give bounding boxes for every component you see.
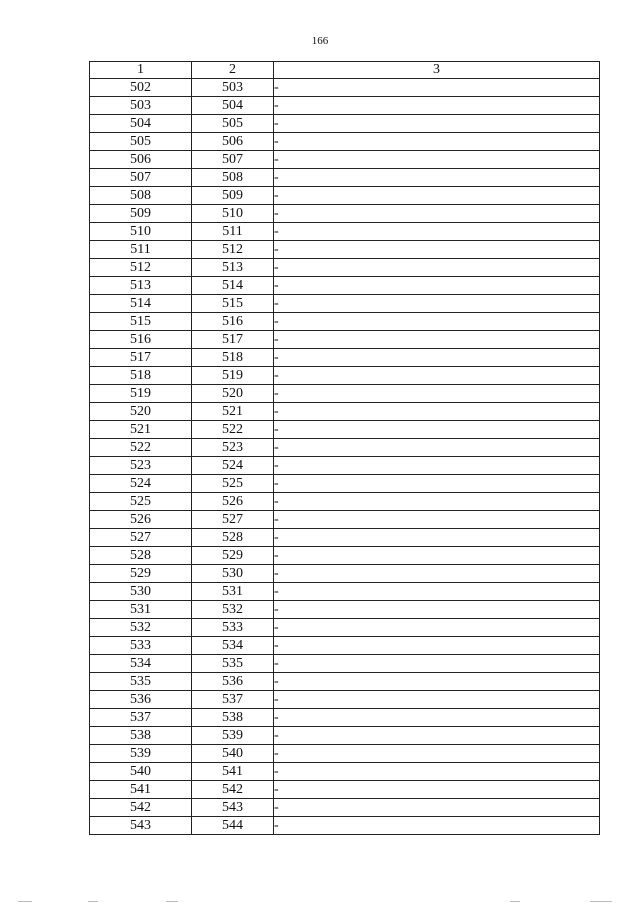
cell-col-2: 541	[192, 763, 274, 781]
cell-col-1: 509	[90, 205, 192, 223]
cell-col-1: 532	[90, 619, 192, 637]
cell-col-3: -	[274, 313, 600, 331]
table-row	[90, 97, 600, 115]
table-header-row	[90, 62, 600, 79]
table-body	[90, 79, 600, 835]
cell-col-3: -	[274, 529, 600, 547]
cell-col-3: -	[274, 511, 600, 529]
cell-col-1: 510	[90, 223, 192, 241]
cell-col-1: 539	[90, 745, 192, 763]
cell-col-1: 524	[90, 475, 192, 493]
table-row	[90, 133, 600, 151]
cell-col-3: -	[274, 637, 600, 655]
cell-col-2: 530	[192, 565, 274, 583]
cell-col-3: -	[274, 817, 600, 835]
cell-col-3: -	[274, 421, 600, 439]
cell-col-1: 536	[90, 691, 192, 709]
cell-col-1: 515	[90, 313, 192, 331]
cell-col-2: 537	[192, 691, 274, 709]
cell-col-1: 535	[90, 673, 192, 691]
cell-col-3: -	[274, 655, 600, 673]
cell-col-1: 512	[90, 259, 192, 277]
cell-col-1: 542	[90, 799, 192, 817]
cell-col-3: -	[274, 241, 600, 259]
cell-col-1: 523	[90, 457, 192, 475]
table-row	[90, 799, 600, 817]
table-row	[90, 583, 600, 601]
table-row	[90, 313, 600, 331]
cell-col-2: 504	[192, 97, 274, 115]
cell-col-1: 504	[90, 115, 192, 133]
table-row	[90, 421, 600, 439]
cell-col-2: 533	[192, 619, 274, 637]
table-row	[90, 637, 600, 655]
cell-col-1: 508	[90, 187, 192, 205]
table-row	[90, 169, 600, 187]
cell-col-3: -	[274, 547, 600, 565]
cell-col-3: -	[274, 475, 600, 493]
cell-col-2: 529	[192, 547, 274, 565]
cell-col-3: -	[274, 169, 600, 187]
cell-col-2: 534	[192, 637, 274, 655]
table-row	[90, 241, 600, 259]
cell-col-1: 525	[90, 493, 192, 511]
cell-col-3: -	[274, 439, 600, 457]
cell-col-3: -	[274, 79, 600, 97]
table-row	[90, 493, 600, 511]
cell-col-3: -	[274, 133, 600, 151]
cell-col-2: 532	[192, 601, 274, 619]
cell-col-2: 505	[192, 115, 274, 133]
cell-col-3: -	[274, 223, 600, 241]
cell-col-3: -	[274, 331, 600, 349]
table-row	[90, 349, 600, 367]
cell-col-3: -	[274, 367, 600, 385]
table-row	[90, 151, 600, 169]
cell-col-2: 513	[192, 259, 274, 277]
cell-col-2: 524	[192, 457, 274, 475]
cell-col-1: 529	[90, 565, 192, 583]
cell-col-2: 535	[192, 655, 274, 673]
cell-col-3: -	[274, 565, 600, 583]
table-row	[90, 547, 600, 565]
table-row	[90, 331, 600, 349]
cell-col-1: 520	[90, 403, 192, 421]
table-row	[90, 403, 600, 421]
cell-col-1: 506	[90, 151, 192, 169]
page-number: 166	[311, 35, 329, 47]
cell-col-3: -	[274, 349, 600, 367]
cell-col-1: 530	[90, 583, 192, 601]
cell-col-3: -	[274, 115, 600, 133]
table-row	[90, 115, 600, 133]
cell-col-1: 511	[90, 241, 192, 259]
cell-col-2: 511	[192, 223, 274, 241]
table-row	[90, 79, 600, 97]
table-row	[90, 673, 600, 691]
cell-col-2: 525	[192, 475, 274, 493]
cell-col-2: 517	[192, 331, 274, 349]
cell-col-1: 507	[90, 169, 192, 187]
table-row	[90, 187, 600, 205]
table-row	[90, 511, 600, 529]
table-row	[90, 727, 600, 745]
cell-col-2: 516	[192, 313, 274, 331]
cell-col-2: 520	[192, 385, 274, 403]
cell-col-1: 505	[90, 133, 192, 151]
cell-col-1: 516	[90, 331, 192, 349]
cell-col-1: 521	[90, 421, 192, 439]
table-row	[90, 709, 600, 727]
data-table	[89, 61, 600, 835]
cell-col-3: -	[274, 619, 600, 637]
cell-col-3: -	[274, 277, 600, 295]
cell-col-1: 527	[90, 529, 192, 547]
cell-col-3: -	[274, 493, 600, 511]
table-row	[90, 223, 600, 241]
table-row	[90, 601, 600, 619]
scan-edge-marks	[0, 898, 640, 905]
cell-col-2: 512	[192, 241, 274, 259]
cell-col-3: -	[274, 403, 600, 421]
table-row	[90, 205, 600, 223]
cell-col-1: 538	[90, 727, 192, 745]
column-header-1: 1	[90, 62, 192, 79]
cell-col-2: 518	[192, 349, 274, 367]
cell-col-3: -	[274, 745, 600, 763]
cell-col-2: 521	[192, 403, 274, 421]
cell-col-2: 510	[192, 205, 274, 223]
cell-col-3: -	[274, 673, 600, 691]
cell-col-1: 519	[90, 385, 192, 403]
cell-col-3: -	[274, 97, 600, 115]
cell-col-1: 534	[90, 655, 192, 673]
cell-col-2: 543	[192, 799, 274, 817]
cell-col-3: -	[274, 385, 600, 403]
table-row	[90, 655, 600, 673]
cell-col-3: -	[274, 187, 600, 205]
table-row	[90, 457, 600, 475]
table-row	[90, 745, 600, 763]
cell-col-1: 522	[90, 439, 192, 457]
cell-col-2: 523	[192, 439, 274, 457]
cell-col-1: 531	[90, 601, 192, 619]
table-row	[90, 529, 600, 547]
table-row	[90, 619, 600, 637]
cell-col-3: -	[274, 601, 600, 619]
table-row	[90, 565, 600, 583]
cell-col-1: 518	[90, 367, 192, 385]
cell-col-1: 543	[90, 817, 192, 835]
table-row	[90, 367, 600, 385]
cell-col-1: 526	[90, 511, 192, 529]
cell-col-1: 540	[90, 763, 192, 781]
cell-col-2: 519	[192, 367, 274, 385]
column-header-3: 3	[274, 62, 600, 79]
cell-col-2: 539	[192, 727, 274, 745]
cell-col-3: -	[274, 259, 600, 277]
cell-col-2: 507	[192, 151, 274, 169]
cell-col-1: 537	[90, 709, 192, 727]
cell-col-2: 503	[192, 79, 274, 97]
table-row	[90, 817, 600, 835]
cell-col-1: 513	[90, 277, 192, 295]
table-row	[90, 691, 600, 709]
table-row	[90, 295, 600, 313]
cell-col-3: -	[274, 781, 600, 799]
cell-col-1: 514	[90, 295, 192, 313]
cell-col-2: 506	[192, 133, 274, 151]
cell-col-2: 515	[192, 295, 274, 313]
cell-col-2: 544	[192, 817, 274, 835]
cell-col-3: -	[274, 799, 600, 817]
table-row	[90, 439, 600, 457]
cell-col-2: 514	[192, 277, 274, 295]
cell-col-1: 517	[90, 349, 192, 367]
cell-col-3: -	[274, 583, 600, 601]
cell-col-2: 508	[192, 169, 274, 187]
cell-col-3: -	[274, 205, 600, 223]
cell-col-3: -	[274, 295, 600, 313]
cell-col-3: -	[274, 691, 600, 709]
table-row	[90, 763, 600, 781]
table-row	[90, 259, 600, 277]
cell-col-1: 541	[90, 781, 192, 799]
cell-col-2: 527	[192, 511, 274, 529]
table-row	[90, 475, 600, 493]
cell-col-1: 503	[90, 97, 192, 115]
cell-col-2: 509	[192, 187, 274, 205]
cell-col-2: 536	[192, 673, 274, 691]
table-row	[90, 781, 600, 799]
cell-col-3: -	[274, 709, 600, 727]
cell-col-3: -	[274, 457, 600, 475]
table-row	[90, 277, 600, 295]
cell-col-1: 533	[90, 637, 192, 655]
cell-col-1: 528	[90, 547, 192, 565]
cell-col-2: 531	[192, 583, 274, 601]
cell-col-2: 526	[192, 493, 274, 511]
cell-col-3: -	[274, 727, 600, 745]
cell-col-2: 542	[192, 781, 274, 799]
cell-col-2: 538	[192, 709, 274, 727]
cell-col-3: -	[274, 763, 600, 781]
cell-col-3: -	[274, 151, 600, 169]
table-row	[90, 385, 600, 403]
column-header-2: 2	[192, 62, 274, 79]
cell-col-1: 502	[90, 79, 192, 97]
cell-col-2: 522	[192, 421, 274, 439]
cell-col-2: 528	[192, 529, 274, 547]
cell-col-2: 540	[192, 745, 274, 763]
